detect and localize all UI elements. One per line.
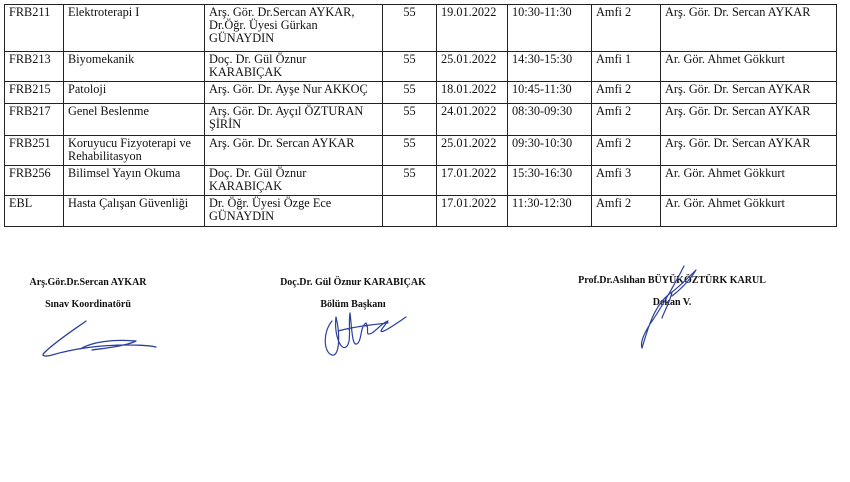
- instructor-cell: Arş. Gör. Dr.Sercan AYKAR, Dr.Öğr. Üyesi Gürkan GÜNAYDIN: [205, 5, 383, 52]
- exam-date-cell: 24.01.2022: [437, 104, 508, 136]
- course-code-cell: FRB251: [5, 136, 64, 166]
- course-name-cell: Biyomekanik: [64, 52, 205, 82]
- exam-room-cell: Amfi 2: [592, 82, 661, 104]
- department-head-signature-icon: [318, 303, 410, 363]
- course-code-cell: EBL: [5, 196, 64, 227]
- exam-time-cell: 10:45-11:30: [508, 82, 592, 104]
- course-name-cell: Elektroterapi I: [64, 5, 205, 52]
- coordinator-signature-icon: [36, 315, 161, 360]
- proctor-cell: Arş. Gör. Dr. Sercan AYKAR: [661, 104, 837, 136]
- department-head-title: Bölüm Başkanı: [320, 299, 386, 310]
- exam-room-cell: Amfi 2: [592, 5, 661, 52]
- exam-room-cell: Amfi 3: [592, 166, 661, 196]
- student-count-cell: 55: [383, 52, 437, 82]
- proctor-cell: Ar. Gör. Ahmet Gökkurt: [661, 52, 837, 82]
- coordinator-name: Arş.Gör.Dr.Sercan AYKAR: [29, 277, 147, 288]
- table-row: [5, 136, 837, 166]
- coordinator-signature-block: [0, 277, 176, 310]
- exam-date-cell: 18.01.2022: [437, 82, 508, 104]
- course-name-cell: Bilimsel Yayın Okuma: [64, 166, 205, 196]
- exam-time-cell: 10:30-11:30: [508, 5, 592, 52]
- proctor-cell: Ar. Gör. Ahmet Gökkurt: [661, 196, 837, 227]
- course-code-cell: FRB217: [5, 104, 64, 136]
- course-code-cell: FRB256: [5, 166, 64, 196]
- dean-signature-icon: [620, 262, 700, 352]
- department-head-name: Doç.Dr. Gül Öznur KARABIÇAK: [280, 277, 426, 288]
- student-count-cell: 55: [383, 82, 437, 104]
- exam-time-cell: 09:30-10:30: [508, 136, 592, 166]
- course-name-cell: Hasta Çalışan Güvenliği: [64, 196, 205, 227]
- exam-date-cell: 17.01.2022: [437, 196, 508, 227]
- course-name-cell: Koruyucu Fizyoterapi ve Rehabilitasyon: [64, 136, 205, 166]
- exam-time-cell: 15:30-16:30: [508, 166, 592, 196]
- exam-date-cell: 19.01.2022: [437, 5, 508, 52]
- dean-title: Dekan V.: [652, 297, 692, 308]
- table-row: [5, 5, 837, 52]
- exam-time-cell: 14:30-15:30: [508, 52, 592, 82]
- proctor-cell: Arş. Gör. Dr. Sercan AYKAR: [661, 5, 837, 52]
- exam-table-body: [5, 5, 837, 227]
- student-count-cell: [383, 196, 437, 227]
- table-row: [5, 82, 837, 104]
- instructor-cell: Arş. Gör. Dr. Ayşe Nur AKKOÇ: [205, 82, 383, 104]
- exam-time-cell: 08:30-09:30: [508, 104, 592, 136]
- dean-name: Prof.Dr.Aslıhan BÜYÜKÖZTÜRK KARUL: [578, 275, 766, 286]
- proctor-cell: Arş. Gör. Dr. Sercan AYKAR: [661, 136, 837, 166]
- course-name-cell: Patoloji: [64, 82, 205, 104]
- table-row: [5, 52, 837, 82]
- exam-room-cell: Amfi 2: [592, 196, 661, 227]
- student-count-cell: 55: [383, 5, 437, 52]
- exam-date-cell: 17.01.2022: [437, 166, 508, 196]
- course-code-cell: FRB215: [5, 82, 64, 104]
- table-row: [5, 104, 837, 136]
- proctor-cell: Ar. Gör. Ahmet Gökkurt: [661, 166, 837, 196]
- coordinator-title: Sınav Koordinatörü: [45, 299, 131, 310]
- exam-date-cell: 25.01.2022: [437, 136, 508, 166]
- course-code-cell: FRB213: [5, 52, 64, 82]
- exam-schedule-table: [4, 4, 837, 227]
- exam-room-cell: Amfi 2: [592, 136, 661, 166]
- instructor-cell: Arş. Gör. Dr. Sercan AYKAR: [205, 136, 383, 166]
- instructor-cell: Doç. Dr. Gül Öznur KARABIÇAK: [205, 52, 383, 82]
- exam-date-cell: 25.01.2022: [437, 52, 508, 82]
- instructor-cell: Dr. Öğr. Üyesi Özge Ece GÜNAYDIN: [205, 196, 383, 227]
- exam-time-cell: 11:30-12:30: [508, 196, 592, 227]
- exam-room-cell: Amfi 2: [592, 104, 661, 136]
- course-code-cell: FRB211: [5, 5, 64, 52]
- table-row: [5, 196, 837, 227]
- student-count-cell: 55: [383, 166, 437, 196]
- table-row: [5, 166, 837, 196]
- student-count-cell: 55: [383, 104, 437, 136]
- proctor-cell: Arş. Gör. Dr. Sercan AYKAR: [661, 82, 837, 104]
- instructor-cell: Arş. Gör. Dr. Ayçıl ÖZTURAN ŞİRİN: [205, 104, 383, 136]
- exam-room-cell: Amfi 1: [592, 52, 661, 82]
- instructor-cell: Doç. Dr. Gül Öznur KARABIÇAK: [205, 166, 383, 196]
- student-count-cell: 55: [383, 136, 437, 166]
- course-name-cell: Genel Beslenme: [64, 104, 205, 136]
